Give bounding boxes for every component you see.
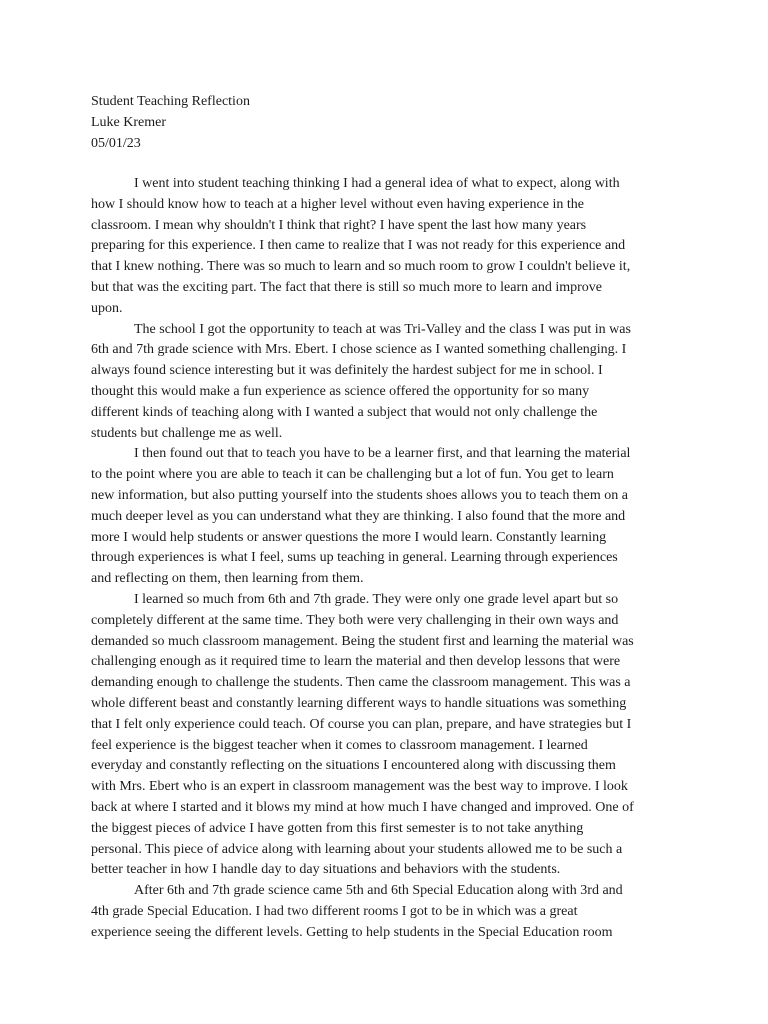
text-line: new information, but also putting yourself into the students shoes allows you to teach them on a bbox=[91, 487, 628, 503]
text-line: experience seeing the different levels. Getting to help students in the Special Education room bbox=[91, 924, 613, 940]
text-line: through experiences is what I feel, sums up teaching in general. Learning through experiences bbox=[91, 550, 618, 566]
text-line: classroom. I mean why shouldn't I think that right? I have spent the last how many years bbox=[91, 217, 587, 233]
text-line: better teacher in how I handle day to day situations and behaviors with the students. bbox=[91, 862, 561, 878]
text-line: students but challenge me as well. bbox=[91, 425, 283, 441]
text-line: completely different at the same time. They both were very challenging in their own ways and bbox=[91, 612, 619, 628]
text-line: whole different beast and constantly learning different ways to handle situations was something bbox=[91, 695, 627, 711]
text-line: thought this would make a fun experience as science offered the opportunity for so many bbox=[91, 383, 590, 399]
text-line: more I would help students or answer questions the more I would learn. Constantly learning bbox=[91, 529, 607, 545]
text-line: but that was the exciting part. The fact that there is still so much more to learn and improve bbox=[91, 279, 602, 295]
author-name: Luke Kremer bbox=[91, 114, 167, 130]
text-line: everyday and constantly reflecting on the situations I encountered along with discussing them bbox=[91, 758, 616, 774]
text-line: always found science interesting but it was definitely the hardest subject for me in school. I bbox=[91, 363, 603, 379]
text-line: I learned so much from 6th and 7th grade. They were only one grade level apart but so bbox=[134, 591, 619, 607]
text-line: the biggest pieces of advice I have gotten from this first semester is to not take anything bbox=[91, 820, 584, 836]
text-line: different kinds of teaching along with I wanted a subject that would not only challenge the bbox=[91, 404, 598, 420]
text-line: with Mrs. Ebert who is an expert in classroom management was the best way to improve. I look bbox=[91, 779, 628, 795]
text-line: feel experience is the biggest teacher when it comes to classroom management. I learned bbox=[91, 737, 588, 753]
document-header bbox=[91, 92, 250, 154]
text-line: back at where I started and it blows my mind at how much I have changed and improved. One of bbox=[91, 799, 634, 815]
text-line: and reflecting on them, then learning from them. bbox=[91, 571, 364, 587]
text-line: demanding enough to challenge the students. Then came the classroom management. This was a bbox=[91, 675, 631, 691]
document-date: 05/01/23 bbox=[91, 135, 141, 151]
text-line: The school I got the opportunity to teach at was Tri-Valley and the class I was put in was bbox=[134, 321, 631, 337]
text-line: upon. bbox=[91, 300, 123, 316]
text-line: personal. This piece of advice along with learning about your students allowed me to be such a bbox=[91, 841, 623, 857]
text-line: 6th and 7th grade science with Mrs. Ebert. I chose science as I wanted something challenging. I bbox=[91, 342, 627, 358]
document-title: Student Teaching Reflection bbox=[91, 94, 250, 109]
text-line: I went into student teaching thinking I had a general idea of what to expect, along with bbox=[134, 176, 620, 191]
text-line: I then found out that to teach you have to be a learner first, and that learning the material bbox=[134, 446, 631, 462]
text-line: to the point where you are able to teach it can be challenging but a lot of fun. You get to learn bbox=[91, 467, 614, 483]
text-line: demanded so much classroom management. Being the student first and learning the material was bbox=[91, 633, 634, 649]
text-line: how I should know how to teach at a higher level without even having experience in the bbox=[91, 196, 584, 212]
text-line: preparing for this experience. I then came to realize that I was not ready for this experience and bbox=[91, 238, 626, 254]
text-line: that I knew nothing. There was so much to learn and so much room to grow I couldn't believe it, bbox=[91, 259, 631, 275]
text-line: 4th grade Special Education. I had two different rooms I got to be in which was a great bbox=[91, 903, 578, 919]
text-line: that I felt only experience could teach. Of course you can plan, prepare, and have strategies but I bbox=[91, 716, 632, 732]
text-line: challenging enough as it required time to learn the material and then develop lessons that were bbox=[91, 654, 621, 670]
reflection-body bbox=[91, 174, 691, 943]
text-line: much deeper level as you can understand what they are thinking. I also found that the more and bbox=[91, 508, 626, 524]
text-line: After 6th and 7th grade science came 5th and 6th Special Education along with 3rd and bbox=[134, 883, 623, 899]
